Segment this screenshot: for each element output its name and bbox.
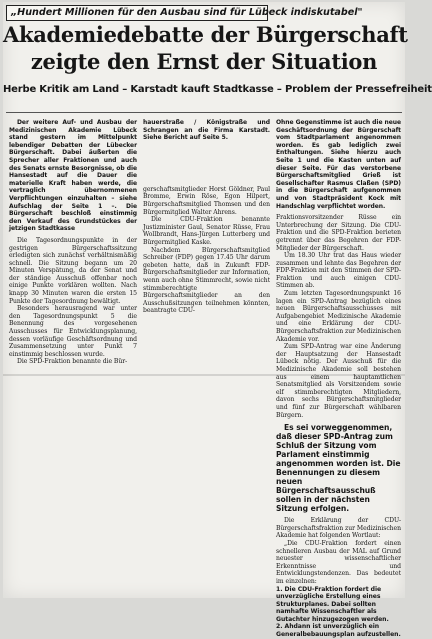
body-paragraph: Besonders herausragend war unter den Tagesordnungspunkt 5 die Benennung des vorgesehenen Ausschusses für Entwicklungsplanung, dessen vorläufige Geschäftsordnung und Zusammensetzung unter Punkt 7 einstimmig beschlossen wurde.: [9, 305, 137, 358]
body-paragraph: Zum letzten Tagesordnungspunkt 16 lagen ein SPD-Antrag bezüglich eines neuen Bürgerschaftsausschusses mit Aufgabengebiet Medizinische Akademie und eine Erklärung der CDU-Bürgerschaftsfraktion zur Medizinischen Akademie vor.: [276, 290, 401, 343]
body-paragraph: „Die CDU-Fraktion fordert einen schnelleren Ausbau der MAL auf Grund neuester wissenschaftlicher Erkenntnisse und Entwicklungstendenzen. Das bedeutet im einzelnen:: [276, 539, 401, 585]
body-paragraph: Die Erklärung der CDU-Bürgerschaftsfraktion zur Medizinischen Akademie hat folgenden Wortlaut:: [276, 517, 401, 540]
newspaper-clipping: [3, 2, 432, 639]
article-column-3: [276, 119, 401, 639]
body-paragraph: gerschaftsmitglieder Horst Göldner, Paul Bromme, Erwin Röse, Egon Hilpert, Bürgerschaftsmitglied Thomsen und den Bürgermitglied Walter Ahrens.: [143, 185, 270, 216]
body-paragraph: Um 18.30 Uhr trat das Haus wieder zusammen und lehnte das Begehren der FDP-Fraktion mit den Stimmen der SPD-Fraktion und auch einigen CDU-Stimmen ab.: [276, 252, 401, 290]
body-paragraph: Zum SPD-Antrag war eine Änderung der Hauptsatzung der Hansestadt Lübeck nötig. Der Ausschuß für die Medizinische Akademie soll bestehen aus einem hauptamtlichen Senatsmitglied als Vorsitzendem sowie elf stimmberechtigten Mitgliedern, davon sechs Bürgerschaftsmitglieder und fünf zur Bürgerschaft wählbaren Bürgern.: [276, 343, 401, 419]
highlight-paragraph: Es sei vorweggenommen, daß dieser SPD-Antrag zum Schluß der Sitzung vom Parlament einstimmig angenommen worden ist. Die Benennungen zu diesem neuen Bürgerschaftsausschuß sollen in der nächsten Sitzung erfolgen.: [276, 423, 401, 514]
headline-line-2: zeigte den Ernst der Situation: [30, 49, 378, 74]
body-paragraph: Die CDU-Fraktion benannte Justizminister Gaul, Senator Rüsse, Frau Wollbrandt, Hans-Jürgen Lutterberg und Bürgermitglied Kaske.: [143, 216, 270, 246]
article-column-2: [143, 119, 270, 315]
body-paragraph: Die SPD-Fraktion benannte die Bür-: [17, 358, 128, 366]
lead-paragraph-continued: hauerstraße / Königstraße und Schrangen an die Firma Karstadt. Siehe Bericht auf Seite 5.: [143, 119, 270, 142]
body-paragraph: Nachdem Bürgerschaftsmitglied Schreiber (FDP) gegen 17.45 Uhr darum gebeten hatte, daß in Zukunft FDP-Bürgerschaftsmitglieder zur Information, wenn auch ohne Stimmrecht, sowie nicht stimmberechtigte Bürgerschaftsmitglieder an den Ausschußsitzungen teilnehmen könnten, beantragte CDU-: [143, 246, 270, 315]
divider: [6, 112, 402, 113]
body-paragraph: Fraktionsvorsitzender Rüsse ein Unterbrechung der Sitzung. Die CDU-Fraktion und die SPD-Fraktion berieten getrennt über das Begehren der FDP-Mitglieder der Bürgerschaft.: [276, 214, 401, 252]
paper-fold: [3, 374, 405, 376]
body-paragraph: Die Tagesordnungspunkte in der gestrigen Bürgerschaftssitzung erledigten sich zunächst verhältnismäßig schnell. Die Sitzung begann um 20 Minuten Verspätung, da der Senat und der ständige Ausschuß offenbar noch einige Punkte vorklären wollten. Nach knapp 30 Minuten waren die ersten 15 Punkte der Tagesordnung bewältigt.: [9, 236, 137, 305]
list-item: 1. Die CDU-Fraktion fordert die unverzügliche Erstellung eines Strukturplanes. Dabei sollten namhafte Wissenschaftler als Gutachter hinzugezogen werden.: [276, 585, 389, 623]
kicker-quote: „Hundert Millionen für den Ausbau sind für Lübeck indiskutabel": [11, 7, 363, 18]
article-column-1: [9, 119, 137, 366]
kicker-box: [6, 5, 363, 21]
lead-paragraph-continued: Ohne Gegenstimme ist auch die neue Geschäftsordnung der Bürgerschaft vom Stadtparlament angenommen worden. Es gab lediglich zwei Enthaltungen. Siehe hierzu auch Seite 1 und die Kasten unten auf dieser Seite. Für das verstorbene Bürgerschaftsmitglied Grieß ist Gesellschafter Rasmus Claßen (SPD) in die Bürgerschaft aufgenommen und von Stadtpräsident Kock mit Handschlag verpflichtet worden.: [276, 119, 401, 210]
headline-line-1: Akademiedebatte der Bürgerschaft: [3, 22, 408, 47]
lead-paragraph: Der weitere Auf- und Ausbau der Medizinischen Akademie Lübeck stand gestern im Mittelpunkt lebendiger Debatten der Lübecker Bürgerschaft. Dabei äußerten die Sprecher aller Fraktionen und auch des Senats ernste Besorgnisse, ob die Hansestadt auf die Dauer die materielle Kraft haben werde, die vertraglich übernommenen Verpflichtungen einzuhalten – siehe Aufschlag der Seite 1 –. Die Bürgerschaft beschloß einstimmig den Verkauf des Grundstückes der jetzigen Stadtkasse: [9, 119, 137, 233]
list-item: 2. Ahdann ist unverzüglich ein Generalbebauungsplan aufzustellen.: [276, 623, 401, 639]
subheadline: Herbe Kritik am Land – Karstadt kauft Stadtkasse – Problem der Pressefreiheit: [3, 84, 432, 95]
